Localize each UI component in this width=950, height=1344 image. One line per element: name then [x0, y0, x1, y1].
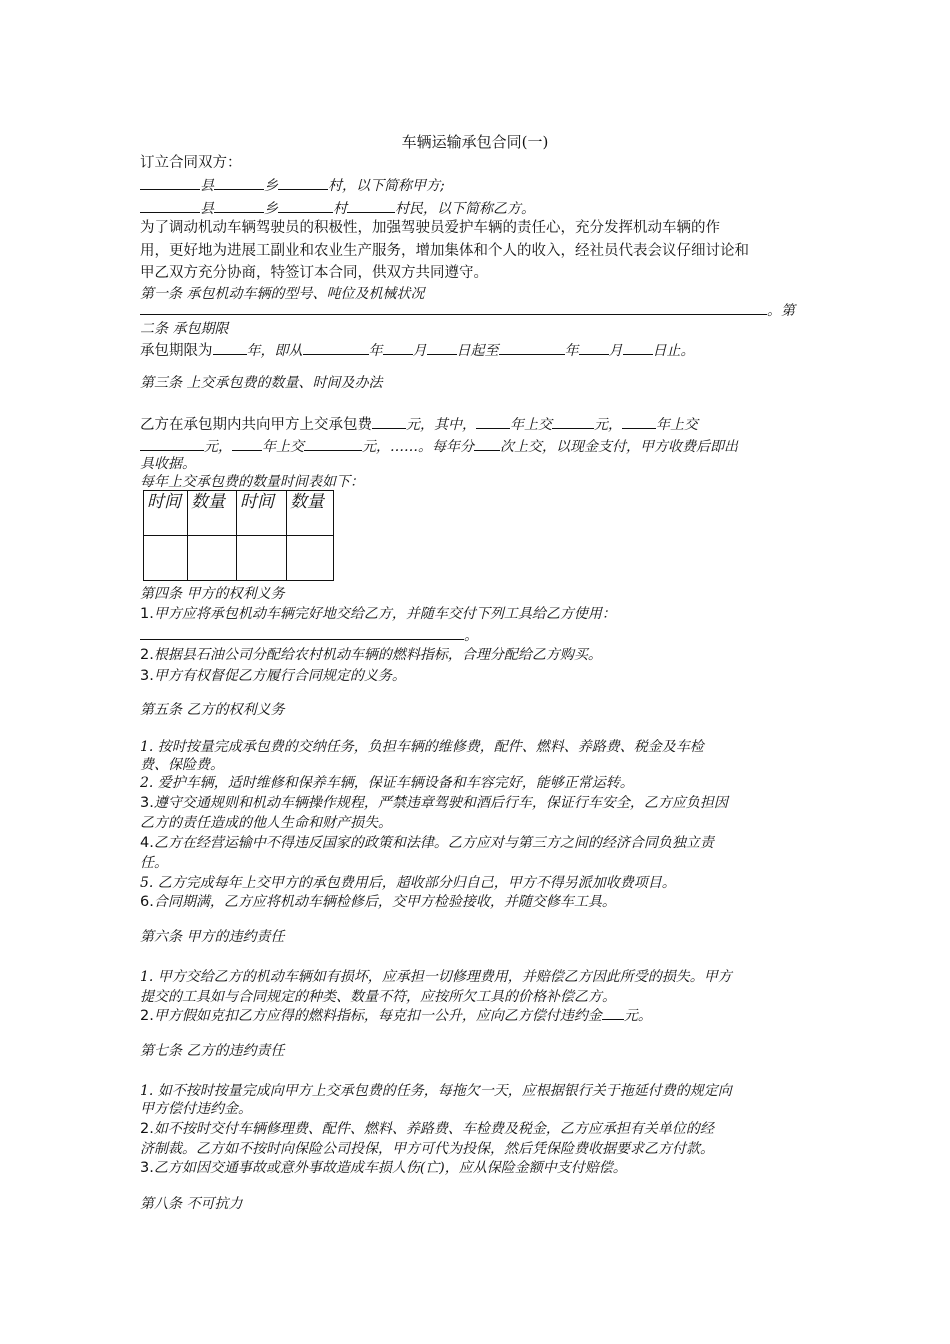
article-2-heading: 二条 承包期限 [140, 321, 229, 337]
text: 3. [140, 795, 154, 811]
blank [383, 341, 413, 355]
table-header-cell: 数量 [287, 491, 334, 536]
blank [476, 415, 510, 429]
text: 县 [200, 201, 214, 217]
article-4-heading: 第四条 甲方的权利义务 [140, 586, 285, 602]
text: 年上交 [656, 417, 698, 433]
text: 乙方在承包期内共向甲方上交承包费 [140, 417, 372, 433]
party-a-line [140, 176, 445, 195]
blank [623, 341, 653, 355]
article-4-tools-blank [140, 626, 478, 645]
article-5-item-4 [140, 834, 714, 852]
article-5-line: 费、保险费。 [140, 757, 224, 773]
blank [579, 341, 609, 355]
article-1-heading: 第一条 承包机动车辆的型号、吨位及机械状况 [140, 286, 425, 302]
blank [140, 626, 464, 640]
blank [499, 341, 565, 355]
fee-schedule-table [143, 490, 334, 581]
blank [140, 199, 200, 213]
blank [622, 415, 656, 429]
text: 县 [200, 178, 214, 194]
blank [474, 437, 500, 451]
text: 日起至 [456, 343, 499, 359]
schedule-caption: 每年上交承包费的数量时间表如下： [140, 474, 364, 490]
text: 甲方应将承包机动车辆完好地交给乙方，并随车交付下列工具给乙方使用： [153, 606, 616, 622]
article-3-line [140, 415, 698, 434]
article-2-text [140, 341, 695, 360]
text: 根据县石油公司分配给农村机动车辆的燃料指标，合理分配给乙方购买。 [153, 647, 602, 663]
table-header-cell: 时间 [237, 491, 287, 536]
text: 元。 [623, 1008, 652, 1024]
blank [278, 199, 333, 213]
article-7-line: 济制裁。乙方如不按时向保险公司投保，甲方可代为投保，然后凭保险费收据要求乙方付款。 [140, 1141, 714, 1157]
blank [140, 301, 767, 315]
text: 乙方如因交通事故或意外事故造成车损人伤(亡)，应从保险金额中支付赔偿。 [153, 1160, 627, 1176]
text: 月 [608, 343, 623, 359]
table-cell[interactable] [188, 536, 237, 581]
text: 元，其中， [406, 417, 476, 433]
article-6-line: 1. 甲方交给乙方的机动车辆如有损坏，应承担一切修理费用，并赔偿乙方因此所受的损失。甲方 [140, 969, 732, 985]
article-6-heading: 第六条 甲方的违约责任 [140, 929, 285, 945]
text: 。第 [767, 303, 795, 319]
text: 。 [464, 628, 478, 644]
blank [140, 176, 200, 190]
blank [602, 1006, 624, 1020]
table-header-cell: 时间 [144, 491, 188, 536]
blank [232, 437, 262, 451]
article-5-line: 乙方的责任造成的他人生命和财产损失。 [140, 815, 392, 831]
blank [347, 199, 395, 213]
article-5-item-6 [140, 893, 616, 911]
article-3-heading: 第三条 上交承包费的数量、时间及办法 [140, 375, 383, 391]
text: 2. [140, 1008, 154, 1024]
article-5-line: 任。 [140, 855, 168, 871]
article-7-heading: 第七条 乙方的违约责任 [140, 1043, 285, 1059]
text: 元， [204, 439, 232, 455]
text: 2. [140, 647, 154, 663]
article-5-line: 2. 爱护车辆，适时维修和保养车辆，保证车辆设备和车容完好，能够正常运转。 [140, 775, 634, 791]
article-4-item-3 [140, 667, 406, 685]
text: 甲方有权督促乙方履行合同规定的义务。 [153, 668, 406, 684]
blank [303, 341, 369, 355]
blank [214, 176, 264, 190]
text: 乙方在经营运输中不得违反国家的政策和法律。乙方应对与第三方之间的经济合同负独立责 [153, 835, 714, 851]
preamble-line: 为了调动机动车辆驾驶员的积极性，加强驾驶员爱护车辆的责任心，充分发挥机动车辆的作 [140, 220, 720, 236]
text: 年上交 [262, 439, 304, 455]
text: 乡 [264, 201, 278, 217]
table-header-cell: 数量 [188, 491, 237, 536]
text: 村民，以下简称乙方。 [395, 201, 535, 217]
article-3-line: 具收据。 [140, 456, 196, 472]
text: 村 [333, 201, 347, 217]
text: 合同期满，乙方应将机动车辆检修后，交甲方检验接收，并随交修车工具。 [153, 894, 616, 910]
text: 3. [140, 1160, 154, 1176]
text: 次上交，以现金支付，甲方收费后即出 [500, 439, 738, 455]
article-6-line: 提交的工具如与合同规定的种类、数量不符，应按所欠工具的价格补偿乙方。 [140, 989, 616, 1005]
text: 年，即从 [246, 343, 303, 359]
article-5-line: 1. 按时按量完成承包费的交纳任务，负担车辆的维修费，配件、燃料、养路费、税金及车检 [140, 739, 704, 755]
text: 4. [140, 835, 154, 851]
text: 日止。 [652, 343, 695, 359]
text: 年 [564, 343, 579, 359]
preamble-line: 用，更好地为进展工副业和农业生产服务，增加集体和个人的收入，经社员代表会议仔细讨论和 [140, 243, 749, 259]
text: 年 [368, 343, 383, 359]
blank [552, 415, 594, 429]
article-5-item-5: 5. 乙方完成每年上交甲方的承包费用后，超收部分归自己，甲方不得另派加收费项目。 [140, 875, 676, 891]
document-title: 车辆运输承包合同(一) [401, 133, 549, 151]
text: 年上交 [510, 417, 552, 433]
article-1-blank-line [140, 301, 795, 320]
text: 1. [140, 606, 154, 622]
text: 甲方假如克扣乙方应得的燃料指标，每克扣一公升，应向乙方偿付违约金 [153, 1008, 602, 1024]
text: 2. [140, 1121, 154, 1137]
preamble-line: 甲乙双方充分协商，特签订本合同，供双方共同遵守。 [140, 265, 488, 281]
party-b-line [140, 199, 535, 218]
blank [214, 199, 264, 213]
text: 遵守交通规则和机动车辆操作规程，严禁违章驾驶和酒后行车，保证行车安全，乙方应负担因 [153, 795, 728, 811]
text: 如不按时交付车辆修理费、配件、燃料、养路费、车检费及税金，乙方应承担有关单位的经 [153, 1121, 714, 1137]
text: 承包期限为 [140, 343, 213, 359]
table-cell[interactable] [237, 536, 287, 581]
article-4-item-2 [140, 646, 602, 664]
article-7-item-2 [140, 1120, 714, 1138]
blank [278, 176, 328, 190]
article-6-item-2 [140, 1006, 652, 1025]
article-8-heading: 第八条 不可抗力 [140, 1196, 243, 1212]
article-7-line: 1. 如不按时按量完成向甲方上交承包费的任务，每拖欠一天，应根据银行关于拖延付费的规定向 [140, 1083, 732, 1099]
parties-heading: 订立合同双方： [140, 155, 242, 171]
text: 月 [412, 343, 427, 359]
blank [213, 341, 247, 355]
text: 6. [140, 894, 154, 910]
article-5-item-3 [140, 794, 728, 812]
article-7-item-3 [140, 1159, 627, 1177]
text: 元， [594, 417, 622, 433]
text: 3. [140, 668, 154, 684]
blank [304, 437, 362, 451]
table-cell[interactable] [287, 536, 334, 581]
text: 元，……。每年分 [362, 439, 474, 455]
article-7-line: 甲方偿付违约金。 [140, 1101, 252, 1117]
article-4-item-1 [140, 605, 616, 623]
table-header-row [144, 491, 334, 536]
blank [140, 437, 204, 451]
article-3-line [140, 437, 738, 456]
blank [372, 415, 406, 429]
blank [427, 341, 457, 355]
table-row [144, 536, 334, 581]
article-5-heading: 第五条 乙方的权利义务 [140, 702, 285, 718]
text: 乡 [264, 178, 278, 194]
table-cell[interactable] [144, 536, 188, 581]
text: 村，以下简称甲方; [328, 178, 445, 194]
